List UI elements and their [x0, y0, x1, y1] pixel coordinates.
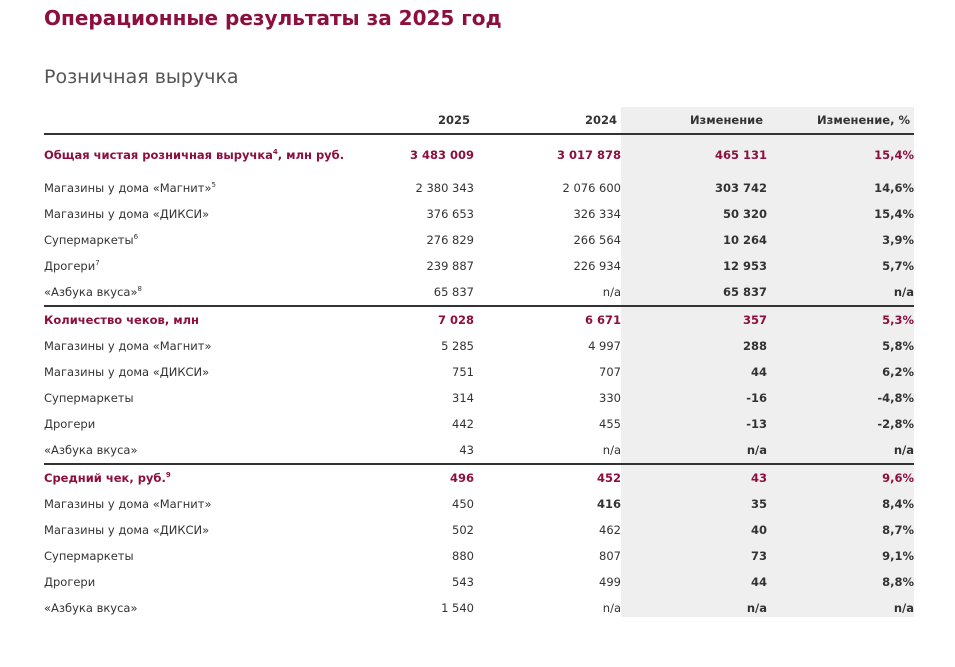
row-label-text: Магазины у дома «Магнит»: [44, 339, 212, 353]
row-label-text: Магазины у дома «ДИКСИ»: [44, 365, 210, 379]
value-change: 50 320: [722, 207, 767, 221]
row-label-text: Магазины у дома «Магнит»: [44, 181, 212, 195]
page-title: Операционные результаты за 2025 год: [44, 6, 502, 30]
group-label: [44, 134, 345, 175]
value-2024: n/a: [602, 285, 621, 299]
value-change: n/a: [746, 601, 767, 615]
table-row: [44, 385, 914, 411]
table-row: [44, 175, 914, 201]
retail-revenue-table: [44, 107, 914, 621]
row-label-text: Супермаркеты: [44, 549, 134, 563]
row-label: [44, 491, 324, 517]
value-2025: 314: [452, 391, 474, 405]
value-2024: 462: [599, 523, 621, 537]
row-label-text: Супермаркеты: [44, 391, 134, 405]
row-label: [44, 333, 324, 359]
row-label-text: Супермаркеты: [44, 233, 134, 247]
group-label: [44, 464, 324, 491]
table-row: [44, 253, 914, 279]
table-row: [44, 491, 914, 517]
row-label: [44, 201, 324, 227]
row-label-text: Дрогери: [44, 417, 96, 431]
section-title: Розничная выручка: [44, 66, 239, 88]
value-2024: 326 334: [573, 207, 621, 221]
row-label-text: Магазины у дома «ДИКСИ»: [44, 207, 210, 221]
value-2025: 376 653: [426, 207, 474, 221]
value-change-percent: -2,8%: [877, 417, 914, 431]
group-label-suffix: , млн руб.: [277, 147, 345, 162]
value-change-percent: 3,9%: [882, 233, 914, 247]
table-row: [44, 595, 914, 621]
table-row: [44, 227, 914, 253]
value-2024: n/a: [602, 443, 621, 457]
value-2024: 807: [599, 549, 621, 563]
value-2024: 4 997: [588, 339, 621, 353]
value-2025: 502: [452, 523, 474, 537]
value-change: 35: [750, 497, 767, 511]
header-2025: 2025: [437, 113, 470, 127]
table-row: [44, 279, 914, 306]
value-change-percent: n/a: [893, 443, 914, 457]
header-change: Изменение: [689, 113, 763, 127]
value-change-percent: 15,4%: [874, 207, 914, 221]
value-2024: 226 934: [573, 259, 621, 273]
footnote-ref: 9: [165, 470, 171, 479]
row-label-text: Дрогери: [44, 575, 96, 589]
group-label-text: Общая чистая розничная выручка: [44, 147, 273, 162]
group-label-text: Количество чеков, млн: [44, 312, 199, 327]
value-2024: 266 564: [573, 233, 621, 247]
value-change: 43: [750, 471, 767, 485]
row-label-text: Магазины у дома «Магнит»: [44, 497, 212, 511]
value-change: 40: [750, 523, 767, 537]
value-change-percent: 5,8%: [882, 339, 914, 353]
row-label: [44, 437, 324, 464]
row-label: [44, 569, 324, 595]
value-2024: 2 076 600: [562, 181, 621, 195]
row-label: [44, 595, 324, 621]
value-2025: 543: [452, 575, 474, 589]
value-2025: 880: [452, 549, 474, 563]
table-row: [44, 543, 914, 569]
row-label: [44, 411, 324, 437]
footnote-ref: 7: [95, 259, 100, 268]
value-change: 10 264: [722, 233, 767, 247]
table-row: [44, 517, 914, 543]
table-row: [44, 411, 914, 437]
value-2025: 450: [452, 497, 474, 511]
value-change: 12 953: [722, 259, 767, 273]
row-label-text: «Азбука вкуса»: [44, 285, 138, 299]
row-label: [44, 517, 324, 543]
value-change: n/a: [746, 443, 767, 457]
footnote-ref: 6: [133, 233, 139, 242]
value-change: -16: [746, 391, 767, 405]
header-change-percent: Изменение, %: [817, 113, 910, 127]
group-row: [44, 134, 914, 175]
value-change: 44: [750, 575, 767, 589]
footnote-ref: 4: [272, 147, 278, 156]
header-metric: [44, 107, 324, 134]
value-change-percent: 8,4%: [882, 497, 914, 511]
value-change: 465 131: [714, 148, 767, 162]
row-label-text: «Азбука вкуса»: [44, 443, 138, 457]
value-2024: 330: [599, 391, 621, 405]
value-change-percent: 6,2%: [882, 365, 914, 379]
value-2024: 499: [599, 575, 621, 589]
value-change-percent: n/a: [893, 601, 914, 615]
value-change-percent: 9,1%: [882, 549, 914, 563]
value-2024: 707: [599, 365, 621, 379]
value-2025: 3 483 009: [409, 148, 474, 162]
row-label: [44, 543, 324, 569]
footnote-ref: 8: [137, 285, 142, 294]
value-2025: 751: [452, 365, 474, 379]
group-label: [44, 306, 324, 333]
value-2024: 6 671: [584, 313, 621, 327]
value-change: 44: [750, 365, 767, 379]
value-change: 73: [750, 549, 767, 563]
row-label: [44, 175, 324, 201]
row-label: [44, 227, 324, 253]
value-change-percent: 5,7%: [882, 259, 914, 273]
table-row: [44, 333, 914, 359]
value-change: 65 837: [722, 285, 767, 299]
value-2025: 7 028: [437, 313, 474, 327]
value-change-percent: 9,6%: [882, 471, 914, 485]
value-change: 303 742: [714, 181, 767, 195]
table-header-row: [44, 107, 914, 134]
row-label-text: Дрогери: [44, 259, 96, 273]
value-change-percent: 15,4%: [874, 148, 914, 162]
value-change-percent: 8,8%: [882, 575, 914, 589]
table-row: [44, 359, 914, 385]
row-label-text: Магазины у дома «ДИКСИ»: [44, 523, 210, 537]
value-2025: 1 540: [441, 601, 474, 615]
group-label-text: Средний чек, руб.: [44, 470, 166, 485]
value-change-percent: n/a: [893, 285, 914, 299]
value-change-percent: -4,8%: [877, 391, 914, 405]
row-label: [44, 279, 324, 306]
table-row: [44, 437, 914, 464]
value-2025: 65 837: [433, 285, 474, 299]
value-change-percent: 14,6%: [874, 181, 914, 195]
row-label: [44, 253, 324, 279]
value-2024: 416: [596, 497, 621, 511]
value-2025: 43: [459, 443, 474, 457]
value-2025: 2 380 343: [415, 181, 474, 195]
value-change-percent: 5,3%: [882, 313, 914, 327]
table-row: [44, 569, 914, 595]
value-2024: n/a: [602, 601, 621, 615]
value-2025: 496: [449, 471, 474, 485]
group-row: [44, 464, 914, 491]
value-change: -13: [746, 417, 767, 431]
footnote-ref: 5: [211, 181, 216, 190]
row-label-text: «Азбука вкуса»: [44, 601, 138, 615]
value-2024: 452: [596, 471, 621, 485]
value-2025: 442: [452, 417, 474, 431]
group-row: [44, 306, 914, 333]
value-change: 357: [742, 313, 767, 327]
value-change: 288: [742, 339, 767, 353]
header-2024: 2024: [584, 113, 617, 127]
row-label: [44, 385, 324, 411]
table-row: [44, 201, 914, 227]
value-2025: 239 887: [426, 259, 474, 273]
value-change-percent: 8,7%: [882, 523, 914, 537]
value-2025: 276 829: [426, 233, 474, 247]
value-2024: 455: [599, 417, 621, 431]
table-body: [44, 134, 914, 621]
row-label: [44, 359, 324, 385]
value-2025: 5 285: [441, 339, 474, 353]
value-2024: 3 017 878: [556, 148, 621, 162]
